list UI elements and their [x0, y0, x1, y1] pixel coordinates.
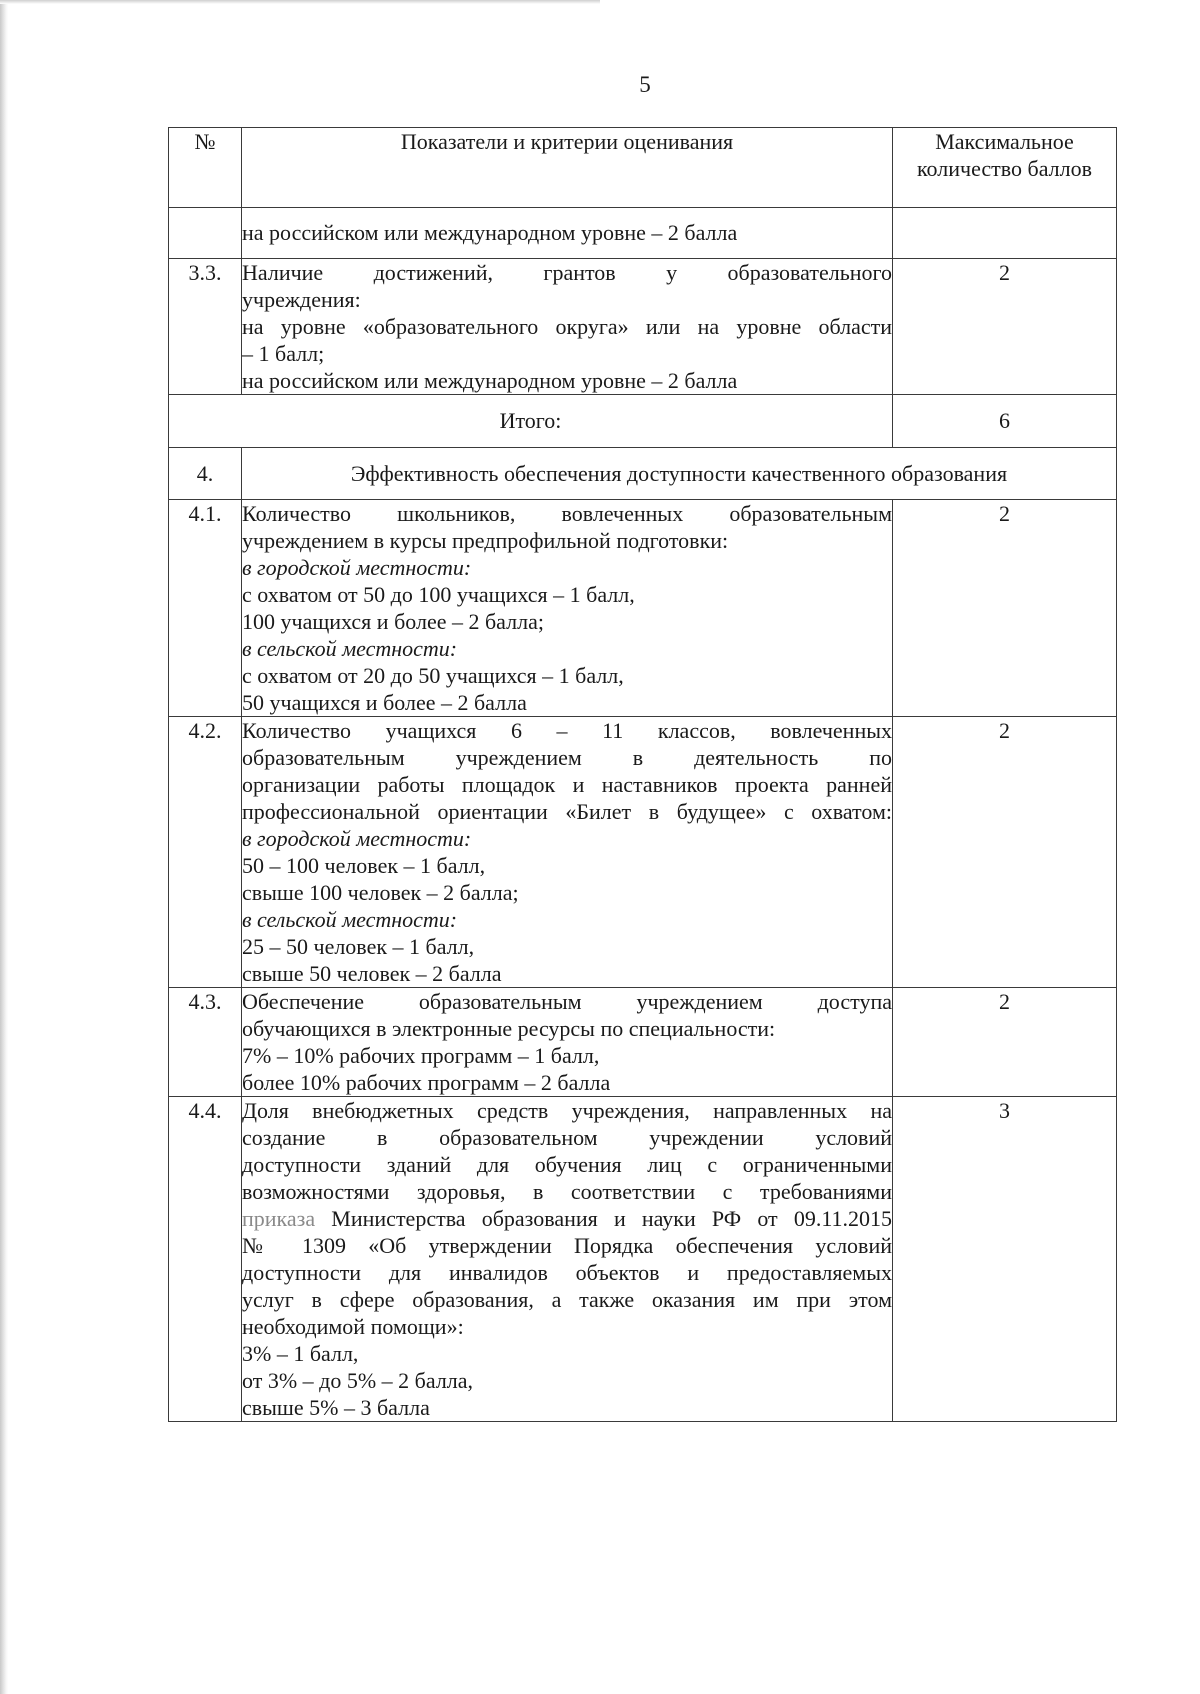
table-row-4-3 — [169, 988, 1117, 1097]
criteria-line: 3% – 1 балл, — [242, 1341, 359, 1366]
cell-number: 4.4. — [169, 1097, 242, 1422]
page-number: 5 — [639, 72, 651, 97]
criteria-line: доступности зданий для обучения лиц с ограниченными — [242, 1152, 892, 1177]
criteria-line: необходимой помощи»: — [242, 1314, 464, 1339]
cell-number: 4.3. — [169, 988, 242, 1097]
criteria-line: обучающихся в электронные ресурсы по специальности: — [242, 1016, 776, 1041]
cell-max: 3 — [893, 1097, 1117, 1422]
section-number: 4. — [169, 448, 242, 500]
criteria-line: 25 – 50 человек – 1 балл, — [242, 934, 475, 959]
cell-criteria — [242, 208, 893, 259]
criteria-line: свыше 5% – 3 балла — [242, 1395, 430, 1420]
criteria-line: доступности для инвалидов объектов и предоставляемых — [242, 1260, 892, 1285]
criteria-line: 50 – 100 человек – 1 балл, — [242, 853, 486, 878]
criteria-line: возможностями здоровья, в соответствии с требованиями — [242, 1179, 892, 1204]
criteria-line: № 1309 «Об утверждении Порядка обеспечения условий — [242, 1233, 892, 1258]
criteria-line: с охватом от 50 до 100 учащихся – 1 балл, — [242, 582, 635, 607]
criteria-line: на уровне «образовательного округа» или на уровне области — [242, 314, 892, 339]
cell-criteria — [242, 1097, 893, 1422]
criteria-line: учреждением в курсы предпрофильной подготовки: — [242, 528, 729, 553]
criteria-line: Количество учащихся 6 – 11 классов, вовлеченных — [242, 718, 892, 743]
scan-edge-left — [0, 0, 8, 1694]
header-max-line1: Максимальное — [935, 129, 1074, 154]
cell-max: 2 — [893, 717, 1117, 988]
total-label: Итого: — [169, 395, 893, 448]
cell-number: 4.1. — [169, 500, 242, 717]
criteria-line: Наличие достижений, грантов у образовательного — [242, 260, 892, 285]
criteria-subheading: в городской местности: — [242, 826, 472, 851]
criteria-subheading: в городской местности: — [242, 555, 472, 580]
cell-max: 2 — [893, 259, 1117, 395]
criteria-line: более 10% рабочих программ – 2 балла — [242, 1070, 611, 1095]
criteria-line: услуг в сфере образования, а также оказания им при этом — [242, 1287, 892, 1312]
scan-edge-top — [0, 0, 600, 4]
criteria-line: свыше 100 человек – 2 балла; — [242, 880, 519, 905]
total-value: 6 — [893, 395, 1117, 448]
criteria-line: Количество школьников, вовлеченных образовательным — [242, 501, 892, 526]
criteria-line: учреждения: — [242, 287, 361, 312]
cell-max: 2 — [893, 500, 1117, 717]
criteria-line: Доля внебюджетных средств учреждения, направленных на — [242, 1098, 892, 1123]
criteria-line: создание в образовательном учреждении условий — [242, 1125, 892, 1150]
cell-number: 4.2. — [169, 717, 242, 988]
cell-max — [893, 208, 1117, 259]
table-row-4-1 — [169, 500, 1117, 717]
header-criteria: Показатели и критерии оценивания — [242, 128, 893, 208]
criteria-line: профессиональной ориентации «Билет в будущее» с охватом: — [242, 799, 892, 824]
criteria-line: на российском или международном уровне – 2 балла — [242, 368, 738, 393]
criteria-line: на российском или международном уровне – 2 балла — [242, 220, 738, 245]
header-max-line2: количество баллов — [916, 156, 1093, 181]
table-row-continuation — [169, 208, 1117, 259]
criteria-line: свыше 50 человек – 2 балла — [242, 961, 502, 986]
criteria-line: организации работы площадок и наставников проекта ранней — [242, 772, 892, 797]
criteria-line: от 3% – до 5% – 2 балла, — [242, 1368, 474, 1393]
cell-criteria — [242, 259, 893, 395]
table-row-4-4 — [169, 1097, 1117, 1422]
criteria-line: – 1 балл; — [242, 341, 325, 366]
criteria-line: образовательным учреждением в деятельность по — [242, 745, 892, 770]
criteria-line: с охватом от 20 до 50 учащихся – 1 балл, — [242, 663, 624, 688]
cell-criteria — [242, 988, 893, 1097]
cell-criteria — [242, 500, 893, 717]
header-max-points — [893, 128, 1117, 208]
criteria-line: 100 учащихся и более – 2 балла; — [242, 609, 544, 634]
header-number: № — [169, 128, 242, 208]
cell-criteria — [242, 717, 893, 988]
criteria-line-with-link — [242, 1205, 892, 1232]
cell-max: 2 — [893, 988, 1117, 1097]
table-row-total — [169, 395, 1117, 448]
criteria-line: Обеспечение образовательным учреждением доступа — [242, 989, 892, 1014]
criteria-line-rest: Министерства образования и науки РФ от 09.11.2015 — [331, 1206, 893, 1231]
table-row-4-2 — [169, 717, 1117, 988]
section-title: Эффективность обеспечения доступности качественного образования — [242, 448, 1117, 500]
criteria-line: 50 учащихся и более – 2 балла — [242, 690, 527, 715]
criteria-subheading: в сельской местности: — [242, 907, 458, 932]
table-row-section-4 — [169, 448, 1117, 500]
table-header-row — [169, 128, 1117, 208]
criteria-line: 7% – 10% рабочих программ – 1 балл, — [242, 1043, 600, 1068]
order-link[interactable]: приказа — [242, 1206, 316, 1231]
cell-number: 3.3. — [169, 259, 242, 395]
table-row-3-3 — [169, 259, 1117, 395]
criteria-subheading: в сельской местности: — [242, 636, 458, 661]
criteria-table — [168, 127, 1117, 1422]
cell-number — [169, 208, 242, 259]
